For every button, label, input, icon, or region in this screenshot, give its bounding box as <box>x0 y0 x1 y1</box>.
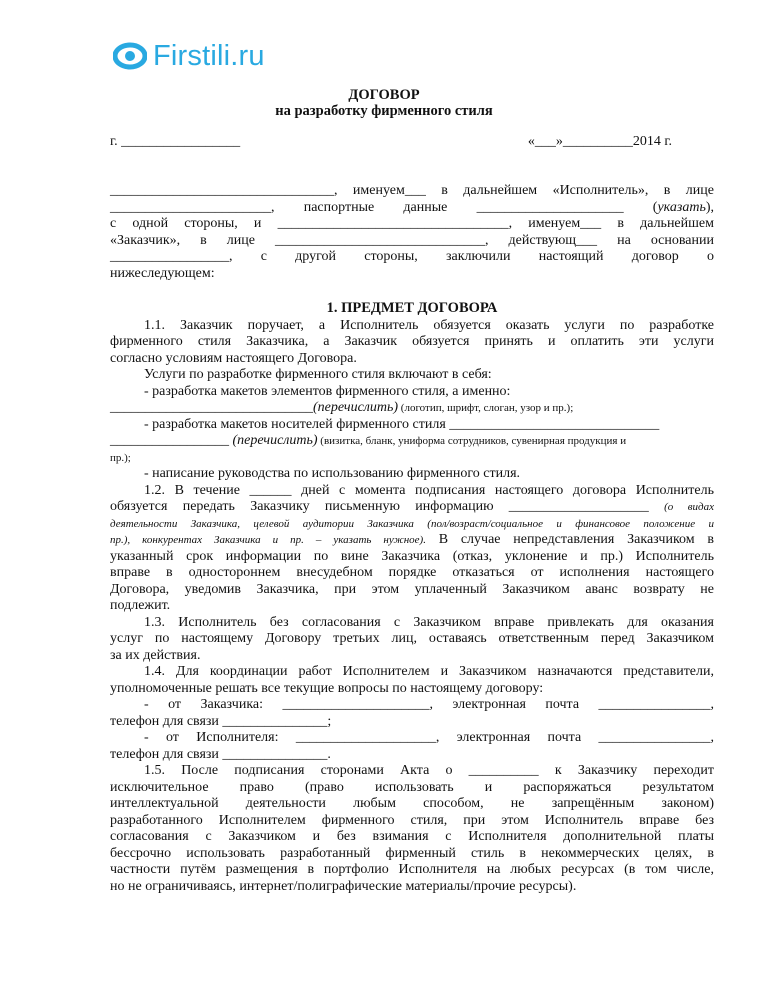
text-line: с одной стороны, и _________________________________, именуем___ в дальнейшем <box>110 216 714 231</box>
text-line: пр.), конкурентах Заказчика и пр. – указать нужное). В случае непредставления Заказчиком в <box>110 532 714 547</box>
text-line: указанный срок информации по вине Заказчика (отказ, уклонение и пр.) Исполнитель <box>110 548 714 564</box>
text-line: - написание руководства по использованию фирменного стиля. <box>144 466 521 481</box>
document-subtitle: на разработку фирменного стиля <box>275 103 493 119</box>
text-line: вправе в одностороннем внесудебном порядке отказаться от исполнения настоящего <box>110 565 714 580</box>
text-line: согласно условиям настоящего Договора. <box>110 350 357 366</box>
text-line: согласования с Заказчиком и без взимания с Исполнителя дополнительной платы <box>110 829 714 844</box>
text-line: - от Заказчика: _____________________, электронная почта ________________, <box>144 697 714 712</box>
text-line: «Заказчик», в лице ______________________________, действующ___ на основании <box>110 232 714 248</box>
text-line: нижеследующем: <box>110 265 215 281</box>
text-line: - от Исполнителя: ____________________, электронная почта ________________, <box>144 730 714 745</box>
text-line: - разработка макетов носителей фирменного стиля ______________________________ <box>144 416 660 432</box>
text-line: 1.5. После подписания сторонами Акта о __________ к Заказчику переходит <box>144 763 714 778</box>
date-field: «___»__________2014 г. <box>527 134 672 149</box>
text-line: деятельности Заказчика, целевой аудитории Заказчика (пол/возраст/социальное и финансовое положение и <box>110 517 714 530</box>
city-date-line <box>110 134 672 150</box>
text-line: интеллектуальной деятельности любым способом, не запрещённым законом) <box>110 796 714 811</box>
city-field: г. _________________ <box>110 134 241 149</box>
document-title: ДОГОВОР <box>348 87 420 103</box>
text-line: исключительное право (право использовать и распоряжаться результатом <box>110 779 714 795</box>
section-heading: 1. ПРЕДМЕТ ДОГОВОРА <box>326 300 498 316</box>
logo-text: Firstili.ru <box>153 39 265 72</box>
text-line: телефон для связи _______________; <box>110 713 332 729</box>
text-line: 1.2. В течение ______ дней с момента подписания настоящего договора Исполнитель <box>144 482 714 498</box>
logo <box>113 38 265 74</box>
text-line: фирменного стиля Заказчика, а Заказчик обязуется принять и оплатить эти услуги <box>110 334 714 349</box>
text-line: Услуги по разработке фирменного стиля включают в себя: <box>144 367 492 382</box>
text-line: но не ограничиваясь, интернет/полиграфические материалы/прочие ресурсы). <box>110 878 577 894</box>
text-line: подлежит. <box>110 598 171 613</box>
text-line: обязуется передать Заказчику письменную информацию ____________________ (о видах <box>110 499 714 514</box>
section-1 <box>110 294 714 895</box>
text-line: телефон для связи _______________. <box>110 746 331 762</box>
text-line: разработанного Исполнителем фирменного стиля, при этом Исполнитель вправе без <box>110 812 714 828</box>
text-line: 1.4. Для координации работ Исполнителем и Заказчиком назначаются представители, <box>144 664 714 679</box>
text-line: уполномоченные решать все текущие вопросы по настоящему договору: <box>110 680 544 696</box>
text-line: - разработка макетов элементов фирменного стиля, а именно: <box>144 383 511 399</box>
text-line: _________________, с другой стороны, заключили настоящий договор о <box>110 249 714 264</box>
text-line: пр.); <box>110 451 131 464</box>
text-line: услуг по настоящему Договору третьих лиц, оставаясь ответственным перед Заказчиком <box>110 631 714 646</box>
text-line: за их действия. <box>110 647 201 663</box>
text-line: частности путём размещения в портфолио Исполнителя на любых ресурсах (в том числе, <box>110 862 714 877</box>
text-line: бессрочно использовать разработанный фирменный стиль в некоммерческих целях, в <box>110 845 714 861</box>
eye-logo-icon <box>113 39 147 73</box>
text-line: _______________________, паспортные данные _____________________ (указать), <box>110 199 714 215</box>
text-line: Договора, уведомив Заказчика, при этом уплаченный Заказчиком аванс возврату не <box>110 581 714 597</box>
text-line: _____________________________(перечислить) (логотип, шрифт, слоган, узор и пр.); <box>110 400 574 415</box>
text-line: _________________ (перечислить) (визитка, бланк, униформа сотрудников, сувенирная продукция и <box>110 433 627 448</box>
text-line: 1.3. Исполнитель без согласования с Заказчиком вправе привлекать для оказания <box>144 614 714 630</box>
parties-paragraph <box>110 183 714 282</box>
text-line: 1.1. Заказчик поручает, а Исполнитель обязуется оказать услуги по разработке <box>144 317 714 333</box>
text-line: ________________________________, именуем___ в дальнейшем «Исполнитель», в лице <box>110 183 714 198</box>
